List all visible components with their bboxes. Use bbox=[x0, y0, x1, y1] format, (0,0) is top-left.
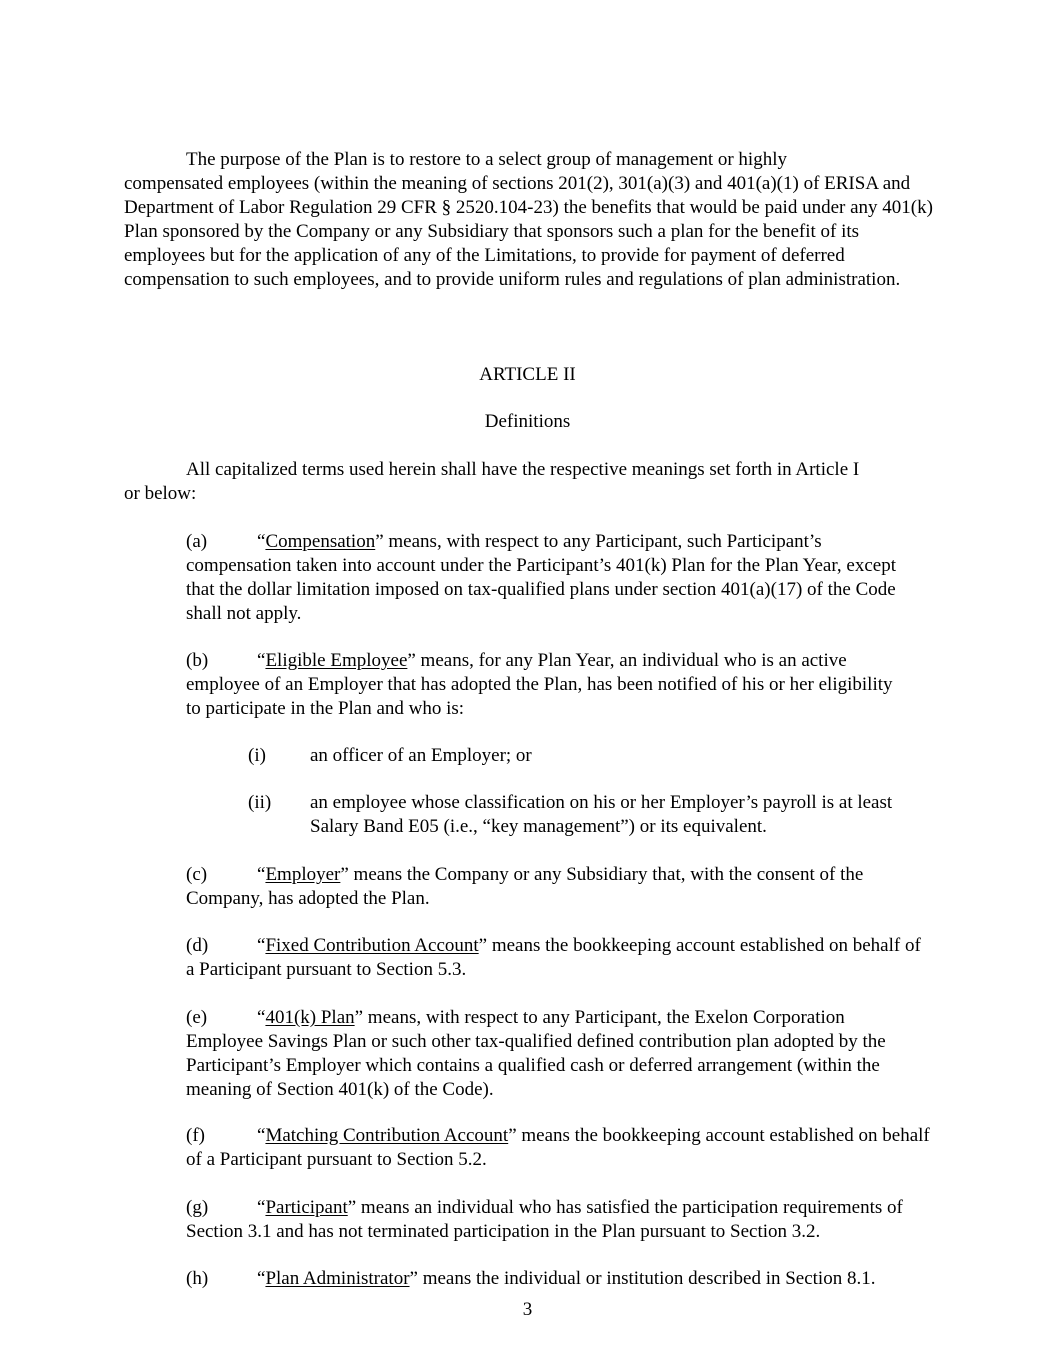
definitions-intro-first-line: All capitalized terms used herein shall have the respective meanings set forth in Article I bbox=[186, 459, 860, 480]
page-number: 3 bbox=[522, 1299, 533, 1320]
definition-term: Employer bbox=[265, 864, 341, 885]
definition-item bbox=[186, 649, 911, 721]
definition-term: Participant bbox=[265, 1197, 348, 1218]
definition-label: (d) bbox=[186, 935, 209, 956]
sub-item-label: (ii) bbox=[248, 792, 272, 813]
open-quote: “ bbox=[257, 650, 266, 671]
definition-label: (f) bbox=[186, 1125, 205, 1146]
open-quote: “ bbox=[257, 1197, 266, 1218]
open-quote: “ bbox=[257, 864, 266, 885]
definition-item bbox=[186, 863, 921, 911]
definition-text: ” means, with respect to any Participant, such Participant’s compensation taken into account under the Participant’s 401(k) Plan for the Plan Year, except that the dollar limitation imposed on tax-qualified plans under section 401(a)(17) of the Code shall not apply. bbox=[186, 531, 896, 624]
open-quote: “ bbox=[257, 531, 266, 552]
definition-item bbox=[186, 1267, 946, 1291]
open-quote: “ bbox=[257, 935, 266, 956]
definition-term: 401(k) Plan bbox=[265, 1007, 355, 1028]
definition-item bbox=[186, 530, 921, 626]
definition-item bbox=[186, 1196, 936, 1244]
purpose-paragraph bbox=[124, 148, 934, 292]
sub-item-text: an employee whose classification on his or her Employer’s payroll is at least Salary Band E05 (i.e., “key management”) or its equivalent. bbox=[310, 792, 893, 837]
sub-item bbox=[248, 744, 908, 768]
definition-text: ” means, with respect to any Participant, the Exelon Corporation Employee Savings Plan or such other tax-qualified defined contribution plan adopted by the Participant’s Employer which contains a qualified cash or deferred arrangement (within the meaning of Section 401(k) of the Code). bbox=[186, 1007, 886, 1100]
definition-label: (b) bbox=[186, 650, 209, 671]
sub-item-text: an officer of an Employer; or bbox=[310, 745, 532, 766]
definition-text: ” means, for any Plan Year, an individual who is an active employee of an Employer that has adopted the Plan, has been notified of his or her eligibility to participate in the Plan and who is: bbox=[186, 650, 893, 719]
article-number: ARTICLE II bbox=[479, 364, 576, 385]
article-title: Definitions bbox=[484, 411, 571, 432]
definition-text: ” means the bookkeeping account established on behalf of a Participant pursuant to Section 5.2. bbox=[186, 1125, 930, 1170]
sub-item-label: (i) bbox=[248, 745, 266, 766]
sub-item bbox=[248, 791, 908, 839]
definition-term: Fixed Contribution Account bbox=[265, 935, 479, 956]
definitions-intro bbox=[124, 458, 934, 506]
definition-text: ” means the individual or institution described in Section 8.1. bbox=[409, 1268, 876, 1289]
definition-term: Plan Administrator bbox=[265, 1268, 410, 1289]
definition-label: (h) bbox=[186, 1268, 209, 1289]
definition-text: ” means an individual who has satisfied the participation requirements of Section 3.1 and has not terminated participation in the Plan pursuant to Section 3.2. bbox=[186, 1197, 903, 1242]
open-quote: “ bbox=[257, 1125, 266, 1146]
definition-label: (g) bbox=[186, 1197, 209, 1218]
definition-item bbox=[186, 1006, 921, 1102]
definition-label: (c) bbox=[186, 864, 208, 885]
open-quote: “ bbox=[257, 1007, 266, 1028]
open-quote: “ bbox=[257, 1268, 266, 1289]
definition-label: (a) bbox=[186, 531, 208, 552]
definitions-intro-rest: or below: bbox=[124, 483, 197, 504]
definition-term: Matching Contribution Account bbox=[265, 1125, 509, 1146]
purpose-rest: compensated employees (within the meaning of sections 201(2), 301(a)(3) and 401(a)(1) of ERISA and Department of Labor Regulation 29 CFR § 2520.104-23) the benefits that would be paid under any 401(k) Plan sponsored by the Company or any Subsidiary that sponsors such a plan for the benefit of its employees but for the application of any of the Limitations, to provide for payment of deferred compensation to such employees, and to provide uniform rules and regulations of plan administration. bbox=[124, 173, 933, 290]
definition-term: Compensation bbox=[265, 531, 376, 552]
definition-text: ” means the bookkeeping account established on behalf of a Participant pursuant to Section 5.3. bbox=[186, 935, 921, 980]
purpose-first-line: The purpose of the Plan is to restore to a select group of management or highly bbox=[186, 149, 787, 170]
definition-item bbox=[186, 1124, 931, 1172]
definition-text: ” means the Company or any Subsidiary that, with the consent of the Company, has adopted the Plan. bbox=[186, 864, 864, 909]
definition-label: (e) bbox=[186, 1007, 208, 1028]
definition-item bbox=[186, 934, 921, 982]
definition-term: Eligible Employee bbox=[265, 650, 408, 671]
